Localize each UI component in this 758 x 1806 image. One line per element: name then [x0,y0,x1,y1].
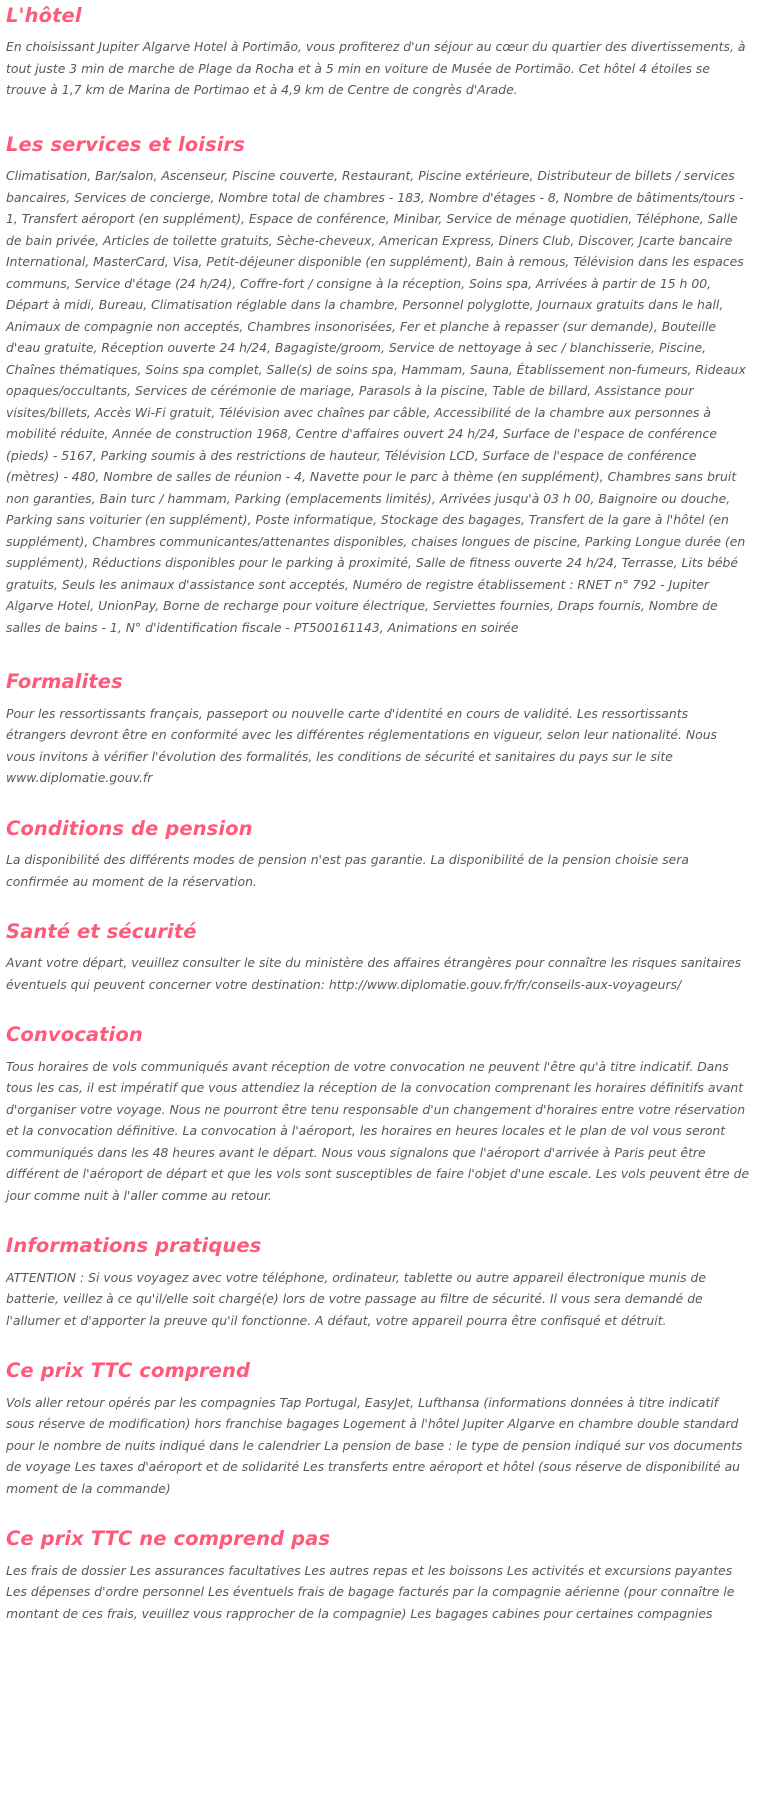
section-formalites [6,670,750,788]
spacer [6,795,750,817]
spacer [6,107,750,133]
section-heading-formalites: Formalites [6,670,123,694]
section-heading-informations-pratiques: Informations pratiques [6,1234,262,1258]
section-body-hotel: En choisissant Jupiter Algarve Hotel à Portimão, vous profiterez d'un séjour au cœur du quartier des divertissements, à tout juste 3 min de marche de Plage da Rocha et à 5 min en voiture de Musée de Portimão. Cet hôtel 4 étoiles se trouve à 1,7 km de Marina de Portimao et à 4,9 km de Centre de congrès d'Arade. [6,39,746,98]
spacer [6,1337,750,1359]
section-heading-conditions-pension: Conditions de pension [6,816,253,840]
section-body-informations-pratiques: ATTENTION : Si vous voyagez avec votre téléphone, ordinateur, tablette ou autre appareil électronique munis de batterie, veillez à ce qu'il/elle soit chargé(e) lors de votre passage au filtre de sécurité. Il vous sera demandé de l'allumer et d'apporter la preuve qu'il fonctionne. A défaut, votre appareil pourra être confisqué et détruit. [6,1269,706,1328]
section-body-prix-comprend: Vols aller retour opérés par les compagnies Tap Portugal, EasyJet, Lufthansa (informations données à titre indicatif sous réserve de modification) hors franchise bagages Logement à l'hôtel Jupiter Algarve en chambre double standard pour le nombre de nuits indiqué dans le calendrier La pension de base : le type de pension indiqué sur vos documents de voyage Les taxes d'aéroport et de solidarité Les transferts entre aéroport et hôtel (sous réserve de disponibilité au moment de la commande) [6,1394,743,1496]
section-heading-prix-ne-comprend-pas: Ce prix TTC ne comprend pas [6,1527,331,1551]
section-prix-comprend [6,1359,750,1499]
section-sante-securite [6,920,750,995]
section-conditions-pension [6,817,750,892]
section-heading-convocation: Convocation [6,1023,143,1047]
section-services [6,133,750,638]
spacer [6,1212,750,1234]
section-body-formalites: Pour les ressortissants français, passeport ou nouvelle carte d'identité en cours de validité. Les ressortissants étrangers devront être en conformité avec les différentes réglementations en vigueur, selon leur nationalité. Nous vous invitons à vérifier l'évolution des formalités, les conditions de sécurité et sanitaires du pays sur le site www.diplomatie.gouv.fr [6,705,718,786]
section-heading-hotel: L'hôtel [6,4,82,27]
section-body-sante-securite: Avant votre départ, veuillez consulter le site du ministère des affaires étrangères pour connaître les risques sanitaires éventuels qui peuvent concerner votre destination: http://www.diplomatie.gouv.fr/fr/conseils-aux-voyageurs/ [6,955,742,992]
section-convocation [6,1023,750,1206]
spacer [6,1505,750,1527]
spacer [6,898,750,920]
section-body-services: Climatisation, Bar/salon, Ascenseur, Piscine couverte, Restaurant, Piscine extérieure, Distributeur de billets / services bancaires, Services de concierge, Nombre total de chambres - 183, Nombre d'étages - 8, Nombre de bâtiments/tours - 1, Transfert aéroport (en supplément), Espace de conférence, Minibar, Service de ménage quotidien, Téléphone, Salle de bain privée, Articles de toilette gratuits, Sèche-cheveux, American Express, Diners Club, Discover, Jcarte bancaire International, MasterCard, Visa, Petit-déjeuner disponible (en supplément), Bain à remous, Télévision dans les espaces communs, Service d'étage (24 h/24), Coffre-fort / consigne à la réception, Soins spa, Arrivées à partir de 15 h 00, Départ à midi, Bureau, Climatisation réglable dans la chambre, Personnel polyglotte, Journaux gratuits dans le hall, Animaux de compagnie non acceptés, Chambres insonorisées, Fer et planche à repasser (sur demande), Bouteille d'eau gratuite, Réception ouverte 24 h/24, Bagagiste/groom, Service de nettoyage à sec / blanchisserie, Piscine, Chaînes thématiques, Soins spa complet, Salle(s) de soins spa, Hammam, Sauna, Établissement non-fumeurs, Rideaux opaques/occultants, Services de cérémonie de mariage, Parasols à la piscine, Table de billard, Assistance pour visites/billets, Accès Wi-Fi gratuit, Télévision avec chaînes par câble, Accessibilité de la chambre aux personnes à mobilité réduite, Année de construction 1968, Centre d'affaires ouvert 24 h/24, Surface de l'espace de conférence (pieds) - 5167, Parking soumis à des restrictions de hauteur, Télévision LCD, Surface de l'espace de conférence (mètres) - 480, Nombre de salles de réunion - 4, Navette pour le parc à thème (en supplément), Chambres sans bruit non garanties, Bain turc / hammam, Parking (emplacements limités), Arrivées jusqu'à 03 h 00, Baignoire ou douche, Parking sans voiturier (en supplément), Poste informatique, Stockage des bagages, Transfert de la gare à l'hôtel (en supplément), Chambres communicantes/attenantes disponibles, chaises longues de piscine, Parking Longue durée (en supplément), Réductions disponibles pour le parking à proximité, Salle de fitness ouverte 24 h/24, Terrasse, Lits bébé gratuits, Seuls les animaux d'assistance sont acceptés, Numéro de registre établissement : RNET n° 792 - Jupiter Algarve Hotel, UnionPay, Borne de recharge pour voiture électrique, Serviettes fournies, Draps fournis, Nombre de salles de bains - 1, N° d'identification fiscale - PT500161143, Animations en soirée [6,168,746,635]
section-informations-pratiques [6,1234,750,1331]
section-prix-ne-comprend-pas [6,1527,750,1624]
section-body-convocation: Tous horaires de vols communiqués avant réception de votre convocation ne peuvent l'être qu'à titre indicatif. Dans tous les cas, il est impératif que vous attendiez la réception de la convocation comprenant les horaires définitifs avant d'organiser votre voyage. Nous ne pourront être tenu responsable d'un changement d'horaires entre votre réservation et la convocation définitive. La convocation à l'aéroport, les horaires en heures locales et le plan de vol vous seront communiqués dans les 48 heures avant le départ. Nous vous signalons que l'aéroport d'arrivée à Paris peut être différent de l'aéroport de départ et que les vols sont susceptibles de faire l'objet d'une escale. Les vols peuvent être de jour comme nuit à l'aller comme au retour. [6,1058,750,1203]
section-heading-sante-securite: Santé et sécurité [6,920,197,944]
section-heading-services: Les services et loisirs [6,132,245,156]
spacer [6,644,750,670]
section-hotel [6,4,750,101]
section-body-conditions-pension: La disponibilité des différents modes de pension n'est pas garantie. La disponibilité de la pension choisie sera confirmée au moment de la réservation. [6,852,689,889]
section-heading-prix-comprend: Ce prix TTC comprend [6,1359,251,1383]
section-body-prix-ne-comprend-pas: Les frais de dossier Les assurances facultatives Les autres repas et les boissons Les activités et excursions payantes Les dépenses d'ordre personnel Les éventuels frais de bagage facturés par la compagnie aérienne (pour connaître le montant de ces frais, veuillez vous rapprocher de la compagnie) Les bagages cabines pour certaines compagnies [6,1562,735,1621]
spacer [6,1001,750,1023]
